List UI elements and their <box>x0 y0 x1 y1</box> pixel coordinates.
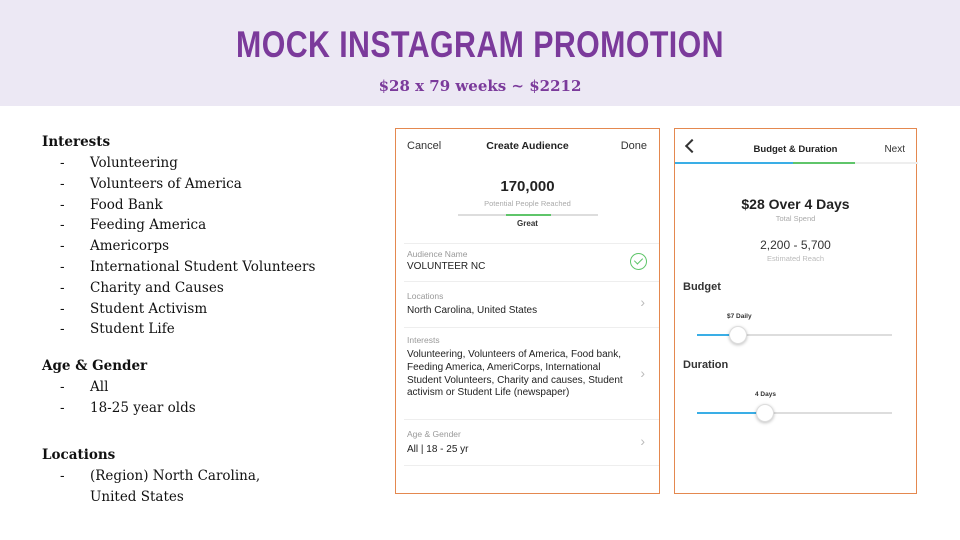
reach-gauge-fill <box>506 214 551 216</box>
age-gender-row[interactable]: All | 18 - 25 yr <box>407 444 469 455</box>
cancel-button[interactable]: Cancel <box>407 140 442 152</box>
estimated-reach: 2,200 - 5,700 <box>760 238 831 252</box>
list-item: - Volunteers of America <box>60 175 242 192</box>
audience-name-label: Audience Name <box>407 249 468 259</box>
list-item: - 18-25 year olds <box>60 399 196 416</box>
list-item: - Student Life <box>60 321 175 338</box>
list-item: - Americorps <box>60 238 170 255</box>
list-item-continued: United States <box>90 488 184 505</box>
list-item: - Charity and Causes <box>60 279 224 296</box>
step-progress-current <box>793 162 855 164</box>
locations-heading: Locations <box>42 446 116 463</box>
interests-label: Interests <box>407 335 440 345</box>
budget-slider-thumb[interactable] <box>729 326 747 344</box>
targeting-summary <box>42 132 382 507</box>
list-item: - All <box>60 379 109 396</box>
reach-quality: Great <box>517 219 538 228</box>
list-item: - (Region) North Carolina, <box>60 467 261 484</box>
estimated-reach-label: Estimated Reach <box>766 254 825 263</box>
check-circle-icon <box>630 253 647 270</box>
duration-slider-fill <box>697 412 765 414</box>
budget-duration-screen <box>674 128 917 494</box>
age-gender-label: Age & Gender <box>407 429 461 439</box>
screen-title: Budget & Duration <box>753 144 838 155</box>
total-spend: $28 Over 4 Days <box>741 196 850 212</box>
budget-heading: Budget <box>683 281 721 293</box>
chevron-right-icon[interactable]: › <box>640 433 645 449</box>
duration-heading: Duration <box>683 359 729 371</box>
budget-value: $7 Daily <box>727 313 752 320</box>
chevron-right-icon[interactable]: › <box>640 365 645 381</box>
list-item: - Feeding America <box>60 217 207 234</box>
chevron-right-icon[interactable]: › <box>640 294 645 310</box>
total-spend-label: Total Spend <box>775 214 816 223</box>
interests-heading: Interests <box>42 134 111 150</box>
nav-bar <box>675 129 916 165</box>
page-subtitle: $28 x 79 weeks ~ $2212 <box>378 77 582 95</box>
done-button[interactable]: Done <box>620 140 647 152</box>
header-band <box>0 0 960 106</box>
interests-row[interactable]: Volunteering, Volunteers of America, Food bank, Feeding America, AmeriCorps, International Student Volunteers, Charity and causes, Student activism or Student Life (newspaper) <box>407 349 623 399</box>
age-gender-heading: Age & Gender <box>42 358 148 375</box>
list-item: - Volunteering <box>60 155 178 171</box>
locations-label: Locations <box>407 291 444 301</box>
reach-label: Potential People Reached <box>484 199 571 208</box>
list-item: - International Student Volunteers <box>60 258 316 275</box>
page-title: MOCK INSTAGRAM PROMOTION <box>236 24 724 65</box>
list-item: - Student Activism <box>60 300 208 317</box>
age-gender-list <box>42 377 382 419</box>
locations-row[interactable]: North Carolina, United States <box>407 305 538 316</box>
nav-bar <box>396 129 659 165</box>
interests-list <box>42 153 382 340</box>
audience-name-field[interactable]: VOLUNTEER NC <box>407 261 486 272</box>
create-audience-screen <box>395 128 660 494</box>
duration-slider-thumb[interactable] <box>756 404 774 422</box>
screen-title: Create Audience <box>486 140 569 152</box>
next-button[interactable]: Next <box>884 144 905 155</box>
reach-count: 170,000 <box>500 178 555 195</box>
list-item: - Food Bank <box>60 196 163 213</box>
duration-value: 4 Days <box>755 391 776 398</box>
